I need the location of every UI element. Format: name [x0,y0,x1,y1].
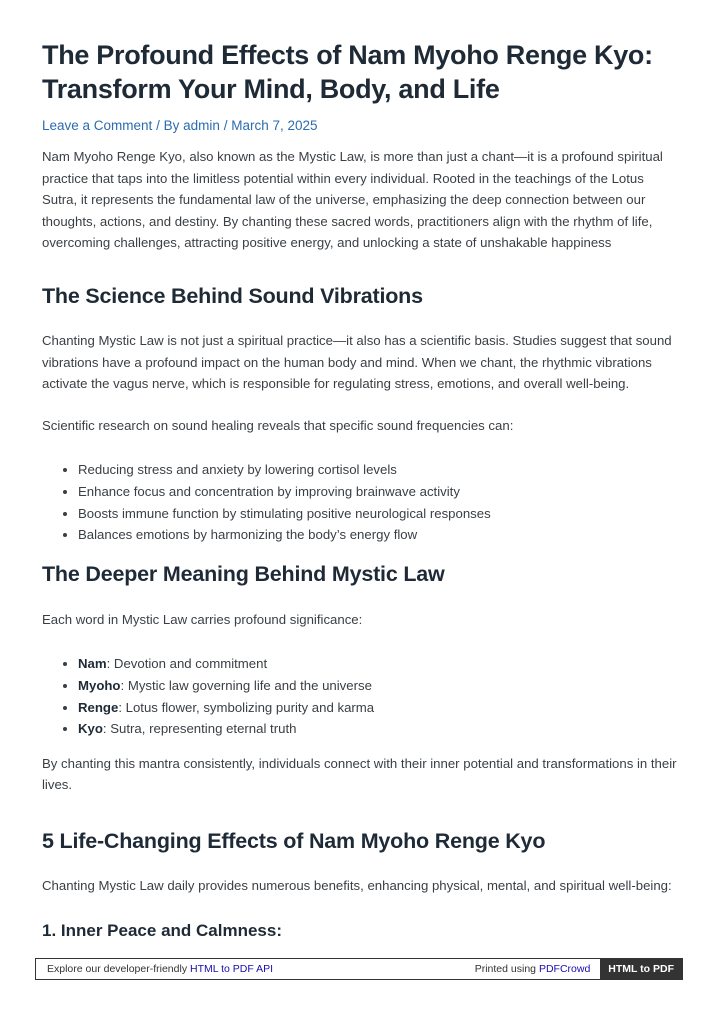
list-item [78,653,682,675]
author-link[interactable]: admin [183,118,220,133]
article [42,38,682,943]
meta-by: By [163,118,180,133]
article-title: The Profound Effects of Nam Myoho Renge Kyo: Transform Your Mind, Body, and Life [42,40,653,104]
term-desc: : Mystic law governing life and the universe [120,677,372,693]
benefits-list [42,459,682,545]
subheading-inner-peace: 1. Inner Peace and Calmness: [42,921,282,941]
html-to-pdf-badge[interactable]: HTML to PDF [600,959,682,979]
term-desc: : Lotus flower, symbolizing purity and karma [118,699,375,715]
chanting-paragraph: By chanting this mantra consistently, individuals connect with their inner potential and transformations in their lives. [42,755,677,793]
term-nam: Nam [78,656,107,672]
post-meta [42,118,682,133]
list-item [78,697,682,719]
list-item [78,718,682,740]
term-desc: : Sutra, representing eternal truth [102,721,297,737]
footer-mid [475,963,601,975]
term-myoho: Myoho [78,677,121,693]
effects-paragraph: Chanting Mystic Law daily provides numerous benefits, enhancing physical, mental, and spiritual well-being: [42,877,672,893]
section-heading-effects: 5 Life-Changing Effects of Nam Myoho Renge Kyo [42,828,546,853]
science-paragraph: Chanting Mystic Law is not just a spiritual practice—it also has a scientific basis. Studies suggest that sound vibrations have a profound impact on the human body and mind. When we chant, the rhythmic vibrations activate the vagus nerve, which is responsible for regulating stress, emotions, and overall well-being. [42,332,672,392]
list-item: • Balances emotions by harmonizing the body’s energy flow [78,524,682,546]
intro-paragraph: Nam Myoho Renge Kyo, also known as the Mystic Law, is more than just a chant—it is a profound spiritual practice that taps into the limitless potential within every individual. Rooted in the teachings of the Lotus Sutra, it represents the fundamental law of the universe, emphasizing the deep connection between our thoughts, actions, and destiny. By chanting these sacred words, practitioners align with the rhythm of life, overcoming challenges, attracting positive energy, and unlocking a state of unshakable happiness [42,149,663,251]
leave-comment-link[interactable]: Leave a Comment [42,118,153,133]
section-heading-meaning: The Deeper Meaning Behind Mystic Law [42,561,445,586]
list-item: • Enhance focus and concentration by improving brainwave activity [78,481,682,503]
term-desc: : Devotion and commitment [106,656,268,672]
footer-left-text: Explore our developer-friendly [47,963,188,975]
list-item: • Boosts immune function by stimulating positive neurological responses [78,503,682,525]
meaning-paragraph: Each word in Mystic Law carries profound significance: [42,611,363,627]
meta-separator: / [156,118,160,133]
footer-left [36,963,475,975]
meta-separator: / [223,118,228,133]
html-to-pdf-api-link[interactable]: HTML to PDF API [190,963,274,975]
term-kyo: Kyo [78,721,103,737]
list-item [78,675,682,697]
research-paragraph: Scientific research on sound healing reveals that specific sound frequencies can: [42,417,514,433]
section-heading-science: The Science Behind Sound Vibrations [42,283,423,308]
footer-mid-text: Printed using [474,963,537,975]
pdfcrowd-link[interactable]: PDFCrowd [538,963,591,975]
terms-list [42,653,682,739]
pdf-footer-bar [35,958,683,980]
date-link[interactable]: March 7, 2025 [231,118,318,133]
term-renge: Renge [78,699,119,715]
list-item: • Reducing stress and anxiety by lowering cortisol levels [78,459,682,481]
